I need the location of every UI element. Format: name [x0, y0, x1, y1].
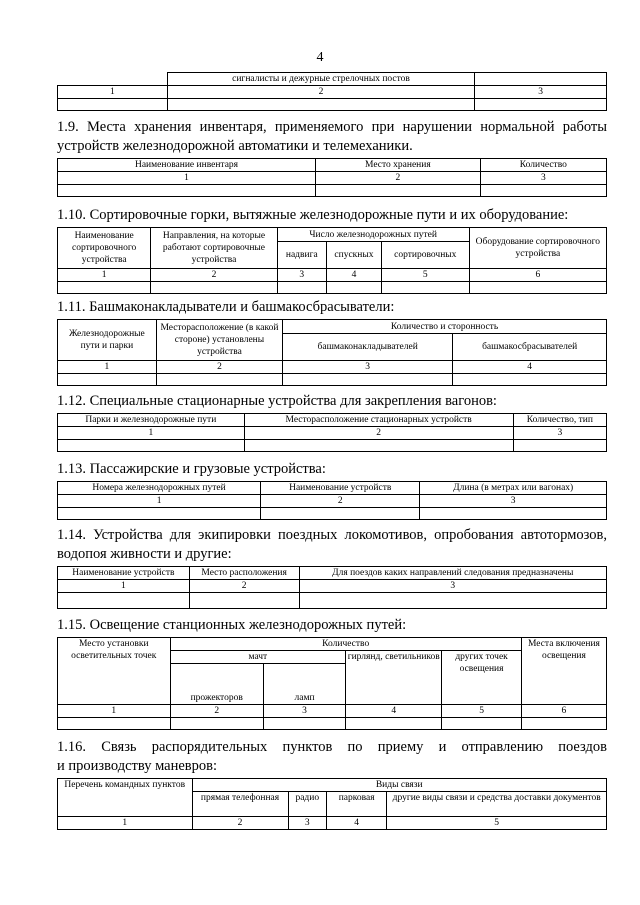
section-1-12: [57, 392, 607, 452]
heading-1-16-line1: 1.16. Связь распорядительных пунктов по приему и отправлению поездов: [57, 739, 607, 755]
section-1-10: [57, 206, 607, 294]
heading-1-16-line2: и производству маневров:: [57, 758, 218, 774]
heading-1-14-line1: 1.14. Устройства для экипировки поездных локомотивов, опробования автотормозов,: [57, 527, 607, 543]
heading-1-13: 1.13. Пассажирские и грузовые устройства:: [57, 461, 326, 477]
heading-1-12: 1.12. Специальные стационарные устройства для закрепления вагонов:: [57, 393, 497, 409]
section-1-16: [57, 738, 607, 830]
table-1-16: Перечень командных пунктов Виды связи прямая телефонная радио парковая другие виды связи и средства доставки документов 1 2 3 4 5: [57, 778, 607, 830]
heading-1-9-line2: устройств железнодорожной автоматики и телемеханики.: [57, 138, 413, 154]
section-1-9: [57, 118, 607, 197]
table-1-13: Номера железнодорожных путей Наименование устройств Длина (в метрах или вагонах) 1 2 3: [57, 481, 607, 520]
section-1-14: [57, 526, 607, 609]
table-1-12: Парки и железнодорожные пути Месторасположение стационарных устройств Количество, тип 1 2 3: [57, 413, 607, 452]
heading-1-9-line1: 1.9. Места хранения инвентаря, применяемого при нарушении нормальной работы: [57, 119, 607, 135]
table-1-11: Железнодорожные пути и парки Месторасположение (в какой стороне) установлены устройства Количество и сторонность башмаконакладывателей башмакосбрасывателей 1 2 3 4: [57, 319, 607, 386]
table-1-15: Место установки осветительных точек Количество Места включения освещения мачт гирлянд, светильников других точек освещения прожекторов ламп 1 2 3 4 5 6: [57, 637, 607, 730]
page-number: 4: [316, 50, 324, 65]
heading-1-10: 1.10. Сортировочные горки, вытяжные железнодорожные пути и их оборудование:: [57, 207, 569, 223]
table-1-10: Наименование сортировочного устройства Направления, на которые работают сортировочные устройства Число железнодорожных путей Оборудование сортировочного устройства надвига спускных сортировочных 1 2 3 4 5 6: [57, 227, 607, 294]
section-1-11: [57, 298, 607, 386]
section-1-13: [57, 460, 607, 520]
heading-1-11: 1.11. Башмаконакладыватели и башмакосбрасыватели:: [57, 299, 395, 315]
top-table: сигналисты и дежурные стрелочных постов 1 2 3: [57, 72, 607, 111]
table-1-9: Наименование инвентаря Место хранения Количество 1 2 3: [57, 158, 607, 197]
header-cell: сигналисты и дежурные стрелочных постов: [167, 73, 474, 86]
table-1-14: Наименование устройств Место расположения Для поездов каких направлений следования предназначены 1 2 3: [57, 566, 607, 609]
section-1-15: [57, 616, 607, 730]
heading-1-14-line2: водопоя живности и другие:: [57, 546, 232, 562]
heading-1-15: 1.15. Освещение станционных железнодорожных путей:: [57, 617, 407, 633]
